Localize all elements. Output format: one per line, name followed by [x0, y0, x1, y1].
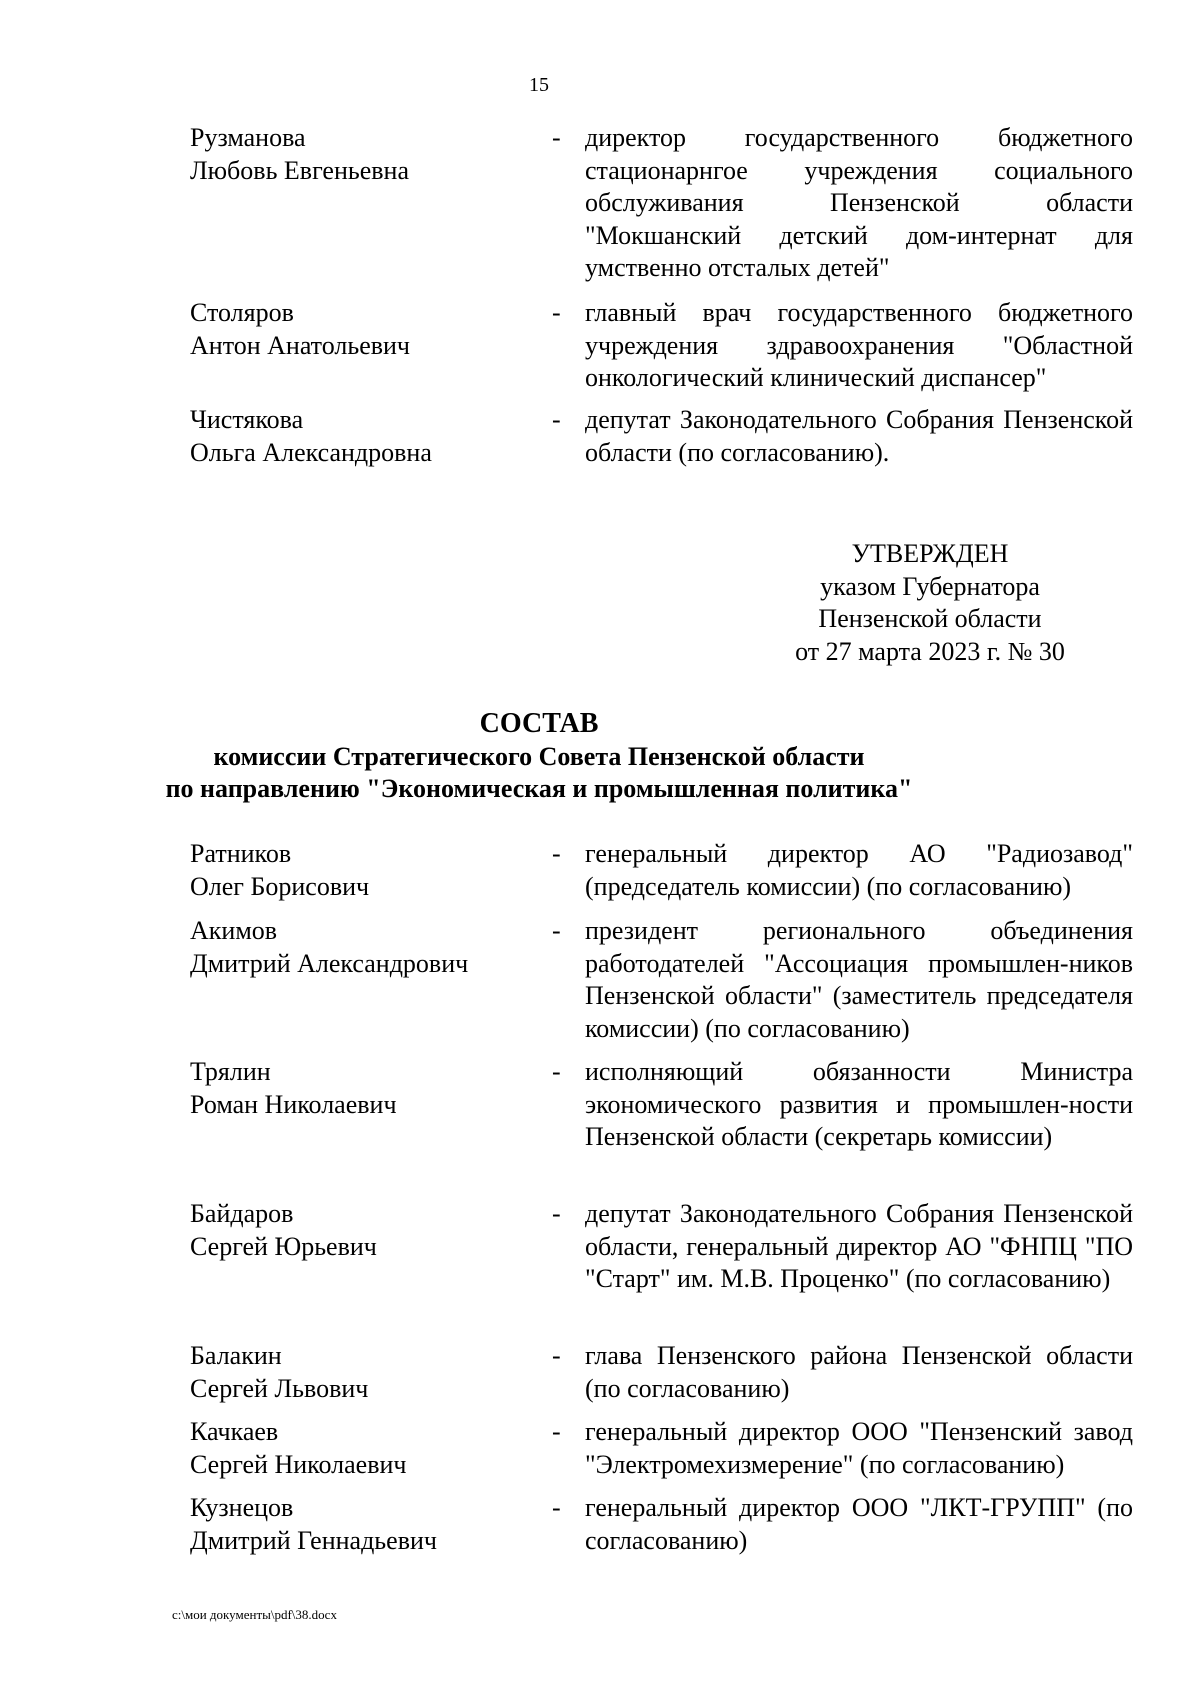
dash-separator: -	[552, 1493, 561, 1522]
member-given-name: Антон Анатольевич	[190, 330, 410, 360]
member-name	[190, 838, 530, 903]
approval-block	[740, 538, 1120, 668]
member-role: глава Пензенского района Пензенской области (по согласованию)	[585, 1341, 1133, 1403]
dash-separator: -	[552, 1199, 561, 1228]
member-name	[190, 1416, 530, 1481]
approval-line: Пензенской области	[818, 604, 1042, 633]
member-surname: Байдаров	[190, 1199, 294, 1228]
composition-subtitle: по направлению "Экономическая и промышленная политика"	[165, 774, 913, 803]
approval-line: указом Губернатора	[820, 571, 1040, 601]
dash-separator: -	[552, 405, 561, 434]
member-surname: Рузманова	[190, 123, 306, 152]
member-role: главный врач государственного бюджетного учреждения здравоохранения "Областной онкологический клинический диспансер"	[585, 298, 1133, 392]
member-surname: Ратников	[190, 839, 292, 868]
dash-separator: -	[552, 1057, 561, 1086]
member-name	[190, 915, 530, 980]
member-name	[190, 1492, 530, 1557]
member-role: президент регионального объединения работодателей "Ассоциация промышлен-ников Пензенской области" (заместитель председателя комиссии) (по согласованию)	[585, 916, 1133, 1043]
member-role: директор государственного бюджетного стационарнгое учреждения социального обслуживания Пензенской области "Мокшанский детский дом-интернат для умственно отсталых детей"	[585, 123, 1133, 282]
member-surname: Балакин	[190, 1341, 282, 1370]
dash-separator: -	[552, 123, 561, 152]
member-name	[190, 404, 530, 469]
member-surname: Кузнецов	[190, 1493, 294, 1522]
member-given-name: Сергей Юрьевич	[190, 1231, 377, 1261]
member-given-name: Дмитрий Геннадьевич	[190, 1525, 437, 1555]
page-number: 15	[529, 74, 549, 96]
dash-separator: -	[552, 1417, 561, 1446]
member-surname: Трялин	[190, 1057, 271, 1086]
dash-separator: -	[552, 298, 561, 327]
member-name	[190, 1056, 530, 1121]
member-given-name: Ольга Александровна	[190, 437, 432, 467]
approval-heading: УТВЕРЖДЕН	[851, 539, 1009, 568]
composition-heading	[0, 708, 1139, 806]
member-role: генеральный директор АО "Радиозавод" (председатель комиссии) (по согласованию)	[585, 839, 1133, 901]
dash-separator: -	[552, 1341, 561, 1370]
member-name	[190, 297, 530, 362]
member-surname: Столяров	[190, 298, 294, 327]
member-name	[190, 1340, 530, 1405]
member-role: генеральный директор ООО "ЛКТ-ГРУПП" (по согласованию)	[585, 1493, 1133, 1555]
composition-title: СОСТАВ	[479, 708, 599, 739]
member-given-name: Олег Борисович	[190, 871, 370, 901]
member-given-name: Сергей Львович	[190, 1373, 369, 1403]
dash-separator: -	[552, 916, 561, 945]
file-path-footer: c:\мои документы\pdf\38.docx	[172, 1607, 337, 1622]
approval-date: от 27 марта 2023 г. № 30	[795, 636, 1065, 666]
member-role: исполняющий обязанности Министра экономического развития и промышлен-ности Пензенской области (секретарь комиссии)	[585, 1057, 1133, 1151]
member-surname: Чистякова	[190, 405, 304, 434]
member-given-name: Сергей Николаевич	[190, 1449, 407, 1479]
member-name	[190, 1198, 530, 1263]
member-surname: Качкаев	[190, 1417, 279, 1446]
member-name	[190, 122, 530, 187]
member-role: депутат Законодательного Собрания Пензенской области, генеральный директор АО "ФНПЦ "ПО "Старт" им. М.В. Проценко" (по согласованию)	[585, 1199, 1133, 1293]
dash-separator: -	[552, 839, 561, 868]
member-given-name: Любовь Евгеньевна	[190, 155, 409, 185]
member-surname: Акимов	[190, 916, 278, 945]
composition-subtitle: комиссии Стратегического Совета Пензенской области	[213, 741, 865, 771]
member-role: генеральный директор ООО "Пензенский завод "Электромехизмерение" (по согласованию)	[585, 1417, 1133, 1479]
member-given-name: Роман Николаевич	[190, 1089, 397, 1119]
member-given-name: Дмитрий Александрович	[190, 948, 469, 978]
member-role: депутат Законодательного Собрания Пензенской области (по согласованию).	[585, 405, 1133, 467]
